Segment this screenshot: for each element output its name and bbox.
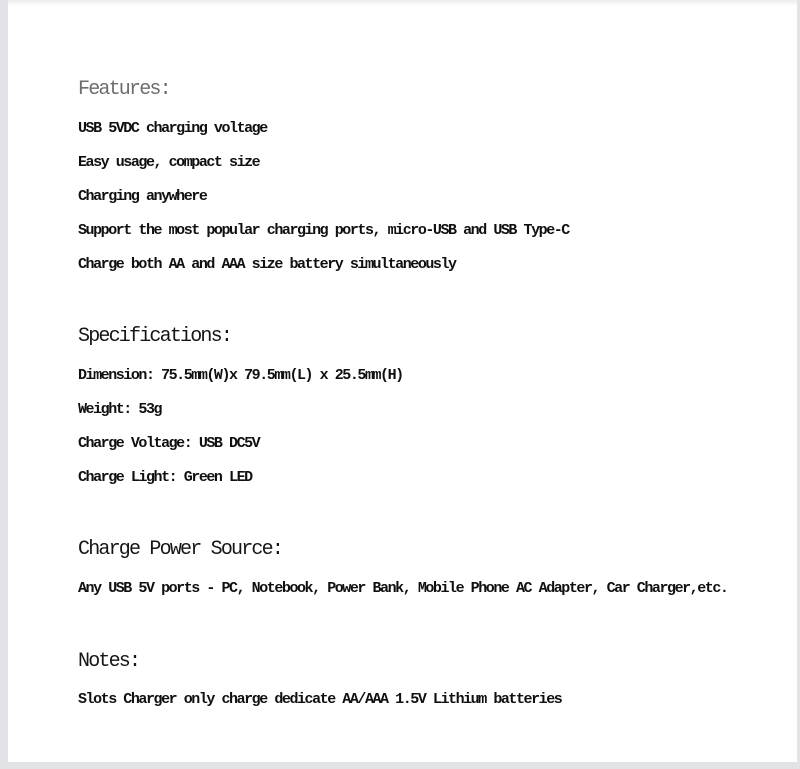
spec-item-dimension: Dimension: 75.5mm(W)x 79.5mm(L) x 25.5mm(H) bbox=[78, 367, 403, 384]
feature-item: Charge both AA and AAA size battery simultaneously bbox=[78, 256, 456, 273]
spec-item-charge-light: Charge Light: Green LED bbox=[78, 469, 252, 486]
feature-item: Charging anywhere bbox=[78, 188, 207, 205]
feature-item: Support the most popular charging ports, micro-USB and USB Type-C bbox=[78, 222, 569, 239]
features-heading: Features: bbox=[78, 78, 170, 101]
spec-item-weight: Weight: 53g bbox=[78, 401, 162, 418]
charge-power-source-heading: Charge Power Source: bbox=[78, 538, 283, 561]
charge-power-source-text: Any USB 5V ports - PC, Notebook, Power Bank, Mobile Phone AC Adapter, Car Charger,etc. bbox=[78, 580, 728, 597]
notes-text: Slots Charger only charge dedicate AA/AAA 1.5V Lithium batteries bbox=[78, 691, 562, 708]
document-page bbox=[8, 0, 797, 762]
specifications-heading: Specifications: bbox=[78, 325, 232, 348]
feature-item: USB 5VDC charging voltage bbox=[78, 120, 267, 137]
feature-item: Easy usage, compact size bbox=[78, 154, 260, 171]
spec-item-charge-voltage: Charge Voltage: USB DC5V bbox=[78, 435, 260, 452]
notes-heading: Notes: bbox=[78, 650, 140, 673]
